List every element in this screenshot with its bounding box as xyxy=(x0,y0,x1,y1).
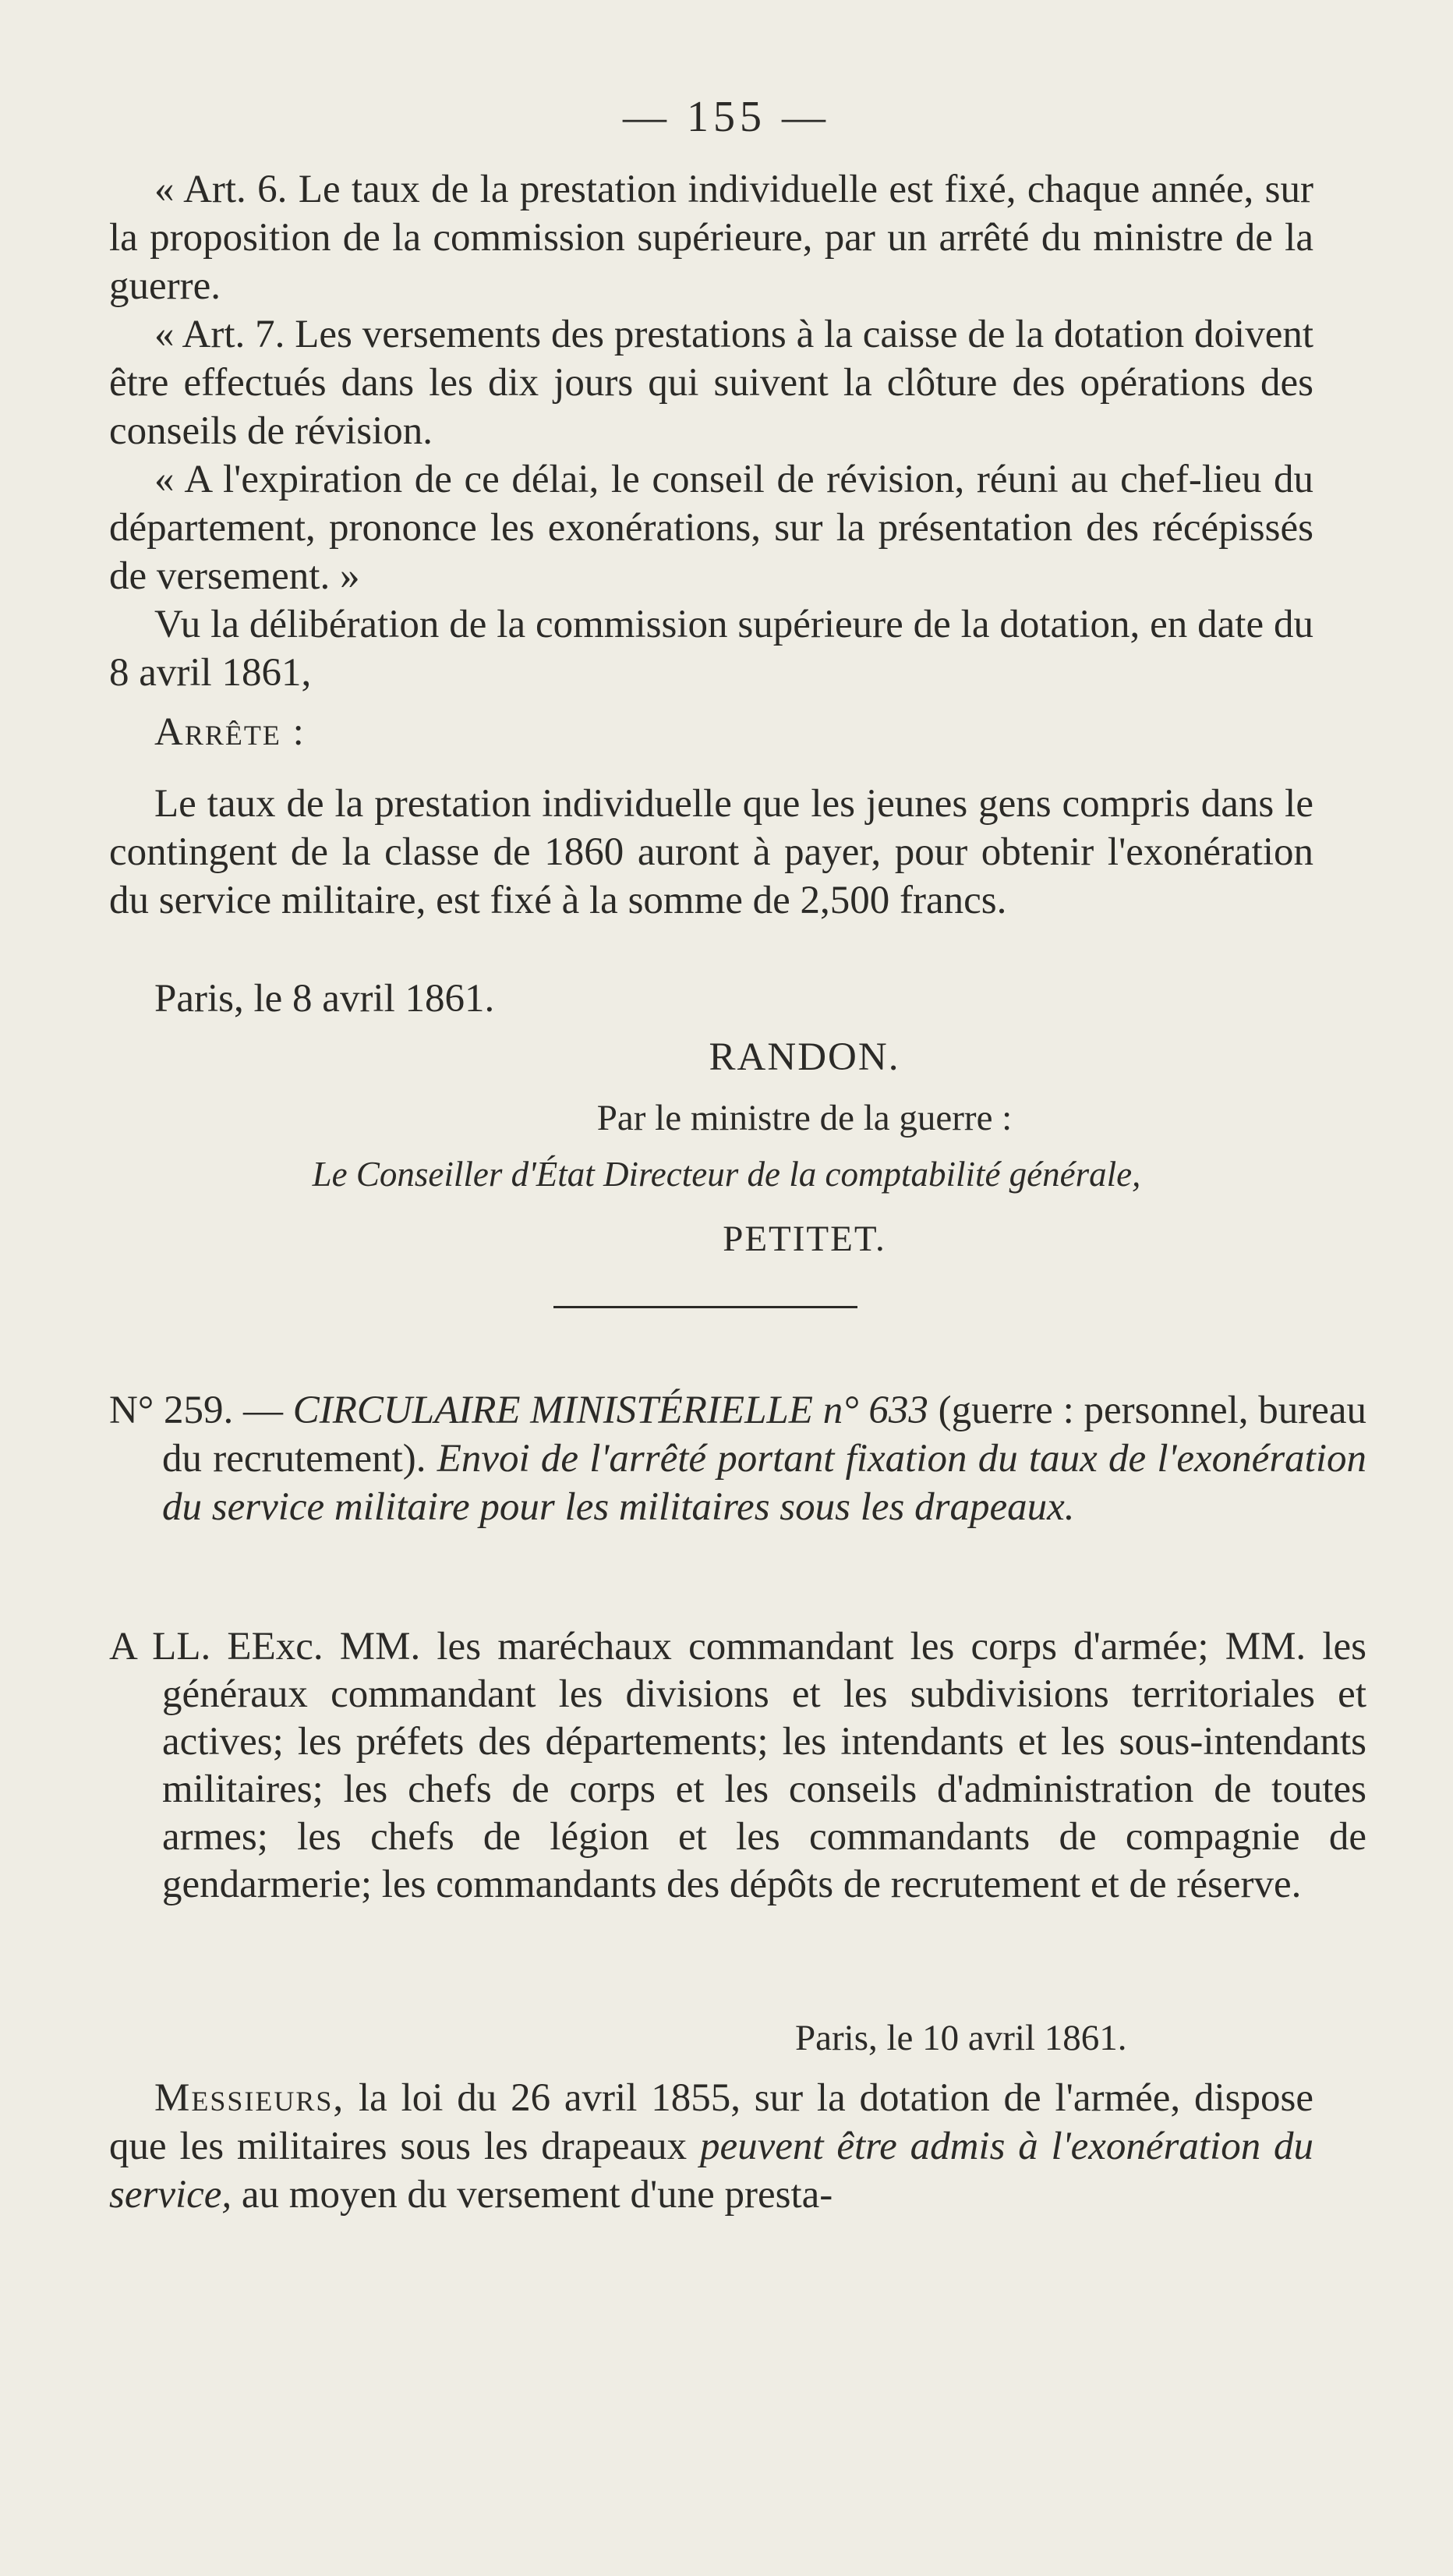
letter-paragraph xyxy=(109,2074,1313,2219)
signature-name: RANDON. xyxy=(709,1035,900,1079)
signature-for-minister: Par le ministre de la guerre : xyxy=(596,1098,1013,1138)
arrete-date: Paris, le 8 avril 1861. xyxy=(154,977,495,1021)
article-6-paragraph: « Art. 6. Le taux de la prestation individuelle est fixé, chaque année, sur la proposition de la commission supérieure, par un arrêté du ministre de la guerre. xyxy=(109,168,1313,308)
circular-heading xyxy=(109,1386,1366,1531)
salutation: Messieurs, xyxy=(154,2076,345,2120)
taux-paragraph: Le taux de la prestation individuelle que les jeunes gens compris dans le contingent de la classe de 1860 auront à payer, pour obtenir l'exonération du service militaire, est fixé à la somme de 2,500 francs. xyxy=(109,782,1313,922)
letter-text-a: la loi du 26 avril 1855, sur la dotation de l'armée, dispose que les militaires sous les drapeaux xyxy=(109,2076,1313,2168)
vu-paragraph: Vu la délibération de la commission supérieure de la dotation, en date du 8 avril 1861, xyxy=(109,603,1313,695)
expiration-paragraph: « A l'expiration de ce délai, le conseil de révision, réuni au chef-lieu du département, prononce les exonérations, sur la présentation des récépissés de versement. » xyxy=(109,458,1313,598)
letter-date: Paris, le 10 avril 1861. xyxy=(795,2018,1127,2058)
arrete-heading: Arrête : xyxy=(154,710,306,754)
address-paragraph: A LL. EExc. MM. les maréchaux commandant les corps d'armée; MM. les généraux commandant les divisions et les subdivisions territoriales et actives; les préfets des départements; les intendants et les sous-intendants militaires; les chefs de corps et les conseils d'administration de toutes armes; les chefs de légion et les commandants de compagnie de gendarmerie; les commandants des dépôts de recrutement et de réserve. xyxy=(109,1625,1366,1906)
circular-title: CIRCULAIRE MINISTÉRIELLE n° 633 xyxy=(292,1389,928,1432)
letter-text-italic: peuvent être admis à l'exonération du service, xyxy=(109,2125,1313,2217)
section-divider xyxy=(553,1306,857,1308)
circular-number: N° 259. — xyxy=(109,1389,283,1432)
signature-signer: PETITET. xyxy=(723,1219,886,1259)
article-7-paragraph: « Art. 7. Les versements des prestations à la caisse de la dotation doivent être effectués dans les dix jours qui suivent la clôture des opérations des conseils de révision. xyxy=(109,313,1313,453)
signature-title: Le Conseiller d'État Directeur de la comptabilité générale, xyxy=(312,1155,1141,1194)
page-number: — 155 — xyxy=(623,93,830,141)
circular-department: (guerre : personnel, bureau du recrutement). xyxy=(162,1389,1367,1481)
circular-subject: Envoi de l'arrêté portant fixation du taux de l'exonération du service militaire pour les militaires sous les drapeaux. xyxy=(162,1437,1367,1529)
letter-text-b: au moyen du versement d'une presta- xyxy=(241,2173,833,2217)
